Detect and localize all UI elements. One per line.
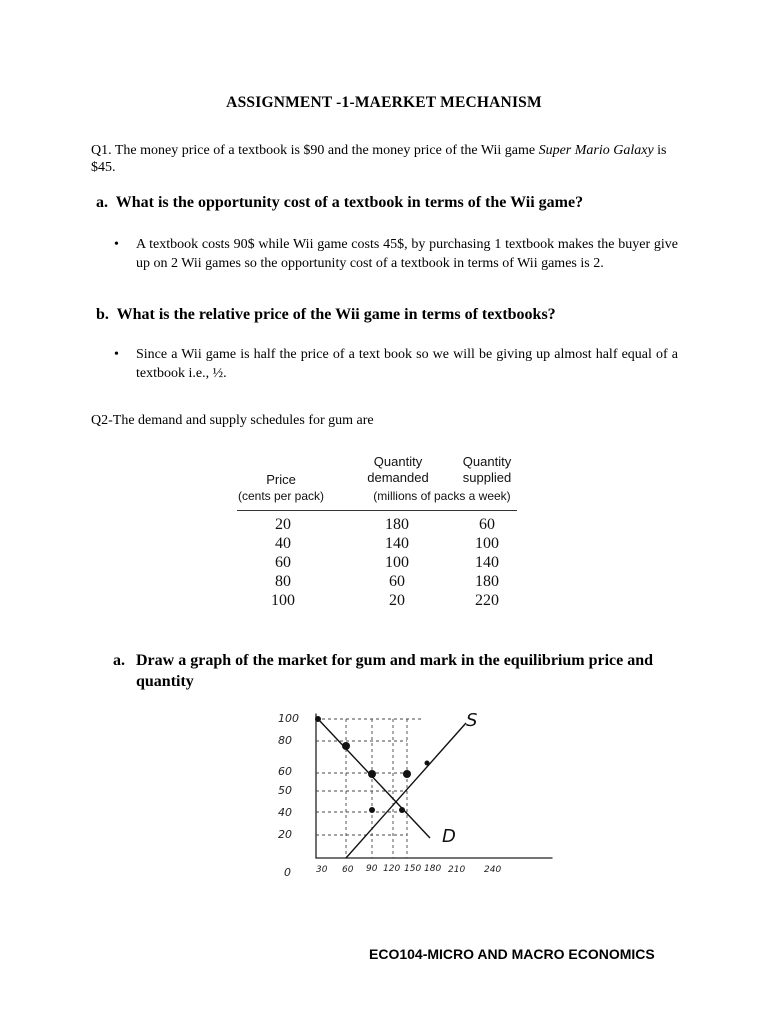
q1-part-a-label: a. bbox=[96, 194, 108, 211]
q1-part-a-question: What is the opportunity cost of a textbook in terms of the Wii game? bbox=[115, 194, 584, 211]
data-point bbox=[403, 770, 411, 778]
table-cell: 20 bbox=[389, 592, 405, 609]
x-tick-label: 120 bbox=[383, 864, 401, 874]
table-cell: 140 bbox=[475, 554, 499, 571]
q1-text-after: is $45. bbox=[91, 143, 667, 175]
q1-part-b-answer-text: Since a Wii game is half the price of a text book so we will be giving up almost half equal of a textbook i.e., ½. bbox=[136, 347, 678, 381]
y-tick-label: 60 bbox=[278, 765, 292, 778]
qs-header-line1: Quantity bbox=[462, 454, 512, 469]
q1-part-b-heading bbox=[96, 306, 556, 324]
data-point bbox=[369, 807, 375, 813]
y-tick-label: 50 bbox=[278, 784, 292, 797]
x-tick-label: 150 bbox=[404, 864, 422, 874]
document-title: ASSIGNMENT -1-MAERKET MECHANISM bbox=[226, 94, 542, 111]
data-point bbox=[425, 761, 430, 766]
table-cell: 220 bbox=[475, 592, 499, 609]
table-cell: 60 bbox=[275, 554, 291, 571]
table-cell: 100 bbox=[385, 554, 409, 571]
q1-part-a-answer-text: A textbook costs 90$ while Wii game costs 45$, by purchasing 1 textbook makes the buyer give up on 2 Wii games so the opportunity cost of a textbook in terms of Wii games is 2. bbox=[136, 237, 678, 271]
data-point bbox=[315, 716, 321, 722]
q1-part-b-question: What is the relative price of the Wii game in terms of textbooks? bbox=[116, 306, 556, 323]
table-cell: 20 bbox=[275, 516, 291, 533]
data-point bbox=[342, 742, 350, 750]
bullet-icon: • bbox=[114, 237, 119, 252]
table-cell: 100 bbox=[475, 535, 499, 552]
demand-curve bbox=[318, 719, 430, 838]
q1-game-title: Super Mario Galaxy bbox=[538, 143, 654, 158]
q2-part-a-heading bbox=[113, 650, 678, 692]
data-point bbox=[368, 770, 376, 778]
table-cell: 100 bbox=[271, 592, 295, 609]
table-cell: 180 bbox=[385, 516, 409, 533]
x-tick-label: 60 bbox=[342, 865, 354, 875]
hand-drawn-market-graph bbox=[262, 700, 562, 885]
x-tick-label: 30 bbox=[316, 865, 328, 875]
x-tick-label: 210 bbox=[448, 865, 466, 875]
price-header bbox=[237, 472, 325, 504]
course-footer: ECO104-MICRO AND MACRO ECONOMICS bbox=[369, 946, 655, 962]
x-tick-label: 240 bbox=[484, 865, 502, 875]
y-tick-label: 20 bbox=[278, 828, 292, 841]
table-cell: 60 bbox=[389, 573, 405, 590]
table-cell: 80 bbox=[275, 573, 291, 590]
table-cell: 40 bbox=[275, 535, 291, 552]
question-2-text: Q2-The demand and supply schedules for gum are bbox=[91, 413, 374, 428]
q1-part-b-answer bbox=[114, 345, 678, 383]
origin-label: 0 bbox=[284, 866, 291, 879]
bullet-icon: • bbox=[114, 347, 119, 362]
table-cell: 180 bbox=[475, 573, 499, 590]
price-header-line1: Price bbox=[266, 472, 296, 487]
y-tick-label: 80 bbox=[278, 734, 292, 747]
demand-supply-table bbox=[237, 452, 519, 618]
table-header-rule bbox=[237, 510, 517, 511]
q1-text-before: Q1. The money price of a textbook is $90 and the money price of the Wii game bbox=[91, 143, 539, 158]
qd-header-line2: demanded bbox=[367, 470, 429, 485]
q2-part-a-label: a. bbox=[113, 652, 125, 669]
q1-part-a-answer bbox=[114, 235, 678, 273]
table-cell: 140 bbox=[385, 535, 409, 552]
quantity-supplied-header bbox=[455, 454, 519, 486]
units-header: (millions of packs a week) bbox=[373, 489, 511, 503]
question-1-text bbox=[91, 142, 681, 176]
y-tick-label: 100 bbox=[278, 712, 299, 725]
q1-part-b-label: b. bbox=[96, 306, 109, 323]
supply-label: S bbox=[466, 710, 478, 731]
demand-label: D bbox=[442, 826, 456, 847]
table-cell: 60 bbox=[479, 516, 495, 533]
y-tick-label: 40 bbox=[278, 806, 292, 819]
price-header-line2: (cents per pack) bbox=[237, 489, 325, 503]
q1-part-a-heading bbox=[96, 194, 583, 212]
x-tick-label: 90 bbox=[366, 864, 378, 874]
qd-header-line1: Quantity bbox=[373, 454, 423, 469]
data-point bbox=[399, 807, 405, 813]
qs-header-line2: supplied bbox=[462, 470, 512, 485]
quantity-demanded-header bbox=[363, 454, 433, 486]
x-tick-label: 180 bbox=[424, 864, 442, 874]
q2-part-a-question: Draw a graph of the market for gum and mark in the equilibrium price and quantity bbox=[136, 652, 654, 690]
